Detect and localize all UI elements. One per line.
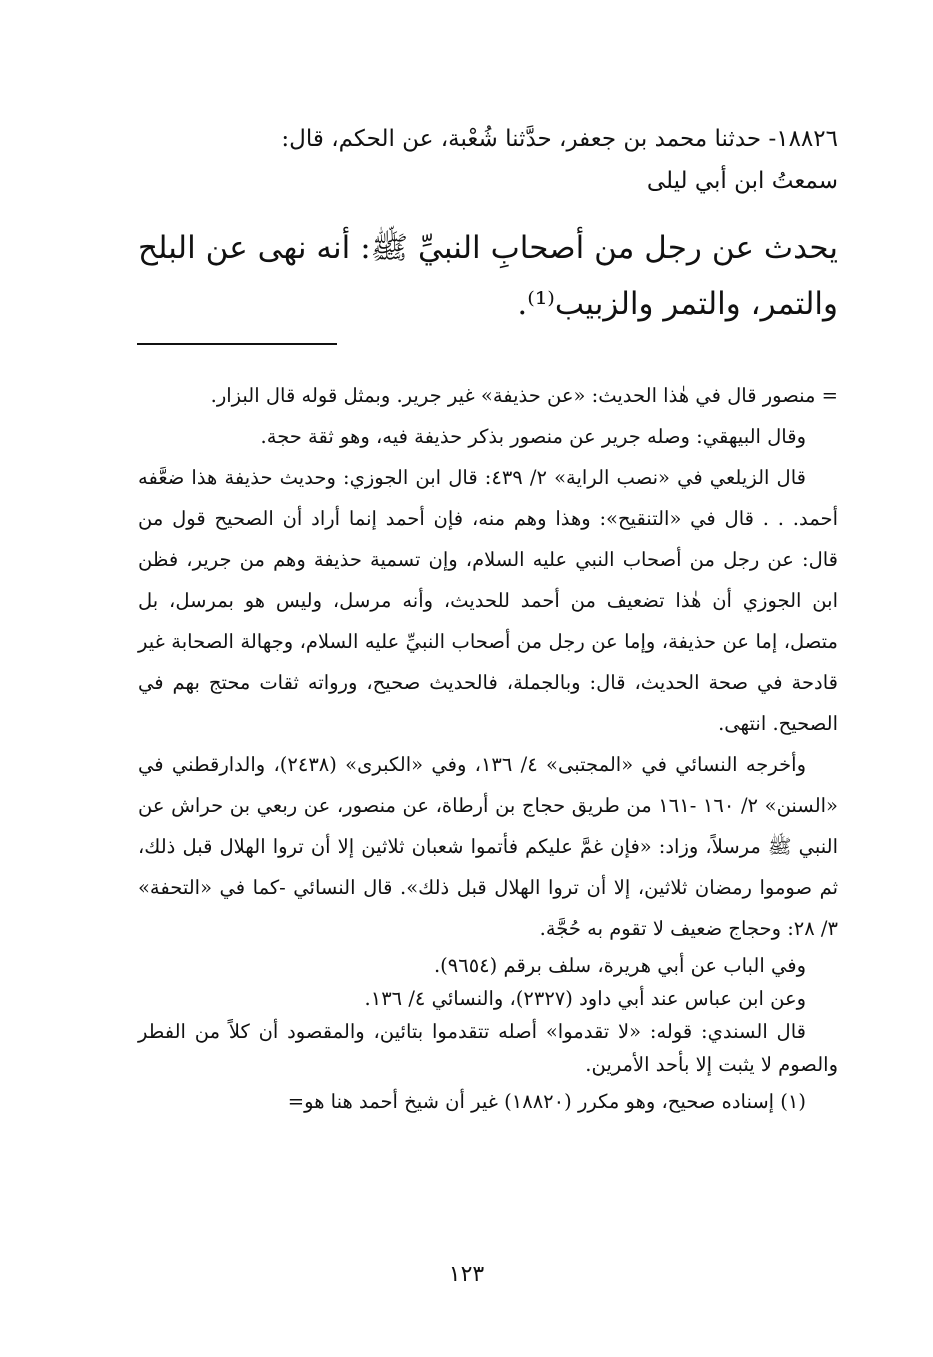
note-paragraph: قال الزيلعي في «نصب الراية» ٢/ ٤٣٩: قال ابن الجوزي: وحديث حذيفة هذا ضعَّفه أحمد. . . قال في «التنقيح»: وهذا وهم منه، فإن أحمد إنما أراد أن الصحيح قول من قال: عن رجل من أصحاب النبي عليه السلام، وإن تسمية حذيفة وهم من جرير، فظن ابن الجوزي أن هٰذا تضعيف من أحمد للحديث، وأنه مرسل، وليس هو بمرسل، بل متصل، إما عن حذيفة، وإما عن رجل من أصحاب النبيِّ عليه السلام، وجهالة الصحابة غير قادحة في صحة الحديث، قال: وبالجملة، فالحديث صحيح، ورواته ثقات محتج بهم في الصحيح. انتهى.: [138, 466, 838, 735]
note-paragraph: وفي الباب عن أبي هريرة، سلف برقم (٩٦٥٤).: [433, 954, 806, 977]
hadith-isnad-line1: ١٨٨٢٦- حدثنا محمد بن جعفر، حدَّثنا شُعْبة، عن الحكم، قال:: [281, 126, 838, 152]
page-number: ١٢٣: [448, 1262, 485, 1287]
note-paragraph: وقال البيهقي: وصله جرير عن منصور بذكر حذيفة فيه، وهو ثقة حجة.: [260, 425, 806, 448]
hadith-heading: [138, 118, 838, 202]
footnotes: [138, 375, 838, 1122]
footnote-divider: [137, 343, 337, 345]
footnote-1: (١) إسناده صحيح، وهو مكرر (١٨٨٢٠) غير أن شيخ أحمد هنا هو=: [287, 1090, 806, 1113]
note-paragraph: قال السندي: قوله: «لا تقدموا» أصله تتقدموا بتائين، والمقصود أن كلاً من الفطر والصوم لا يثبت إلا بأحد الأمرين.: [138, 1020, 838, 1076]
hadith-isnad-line2: سمعتُ ابن أبي ليلى: [646, 168, 838, 194]
hadith-matn: يحدث عن رجل من أصحابِ النبيِّ ﷺ: أنه نهى عن البلح والتمر، والتمر والزبيب⁽¹⁾.: [138, 230, 838, 322]
note-paragraph: وأخرجه النسائي في «المجتبى» ٤/ ١٣٦، وفي «الكبرى» (٢٤٣٨)، والدارقطني في «السنن» ٢/ ١٦٠ -١٦١ من طريق حجاج بن أرطاة، عن منصور، عن ربعي بن حراش عن النبي ﷺ مرسلاً، وزاد: «فإن غمَّ عليكم فأتموا شعبان ثلاثين إلا أن تروا الهلال قبل ذلك، ثم صوموا رمضان ثلاثين، إلا أن تروا الهلال قبل ذلك». قال النسائي -كما في «التحفة» ٣/ ٢٨: وحجاج ضعيف لا تقوم به حُجَّة.: [138, 753, 838, 940]
note-paragraph: وعن ابن عباس عند أبي داود (٢٣٢٧)، والنسائي ٤/ ١٣٦.: [364, 987, 806, 1010]
note-paragraph: = منصور قال في هٰذا الحديث: «عن حذيفة» غير جرير. وبمثل قوله قال البزار.: [210, 384, 838, 407]
